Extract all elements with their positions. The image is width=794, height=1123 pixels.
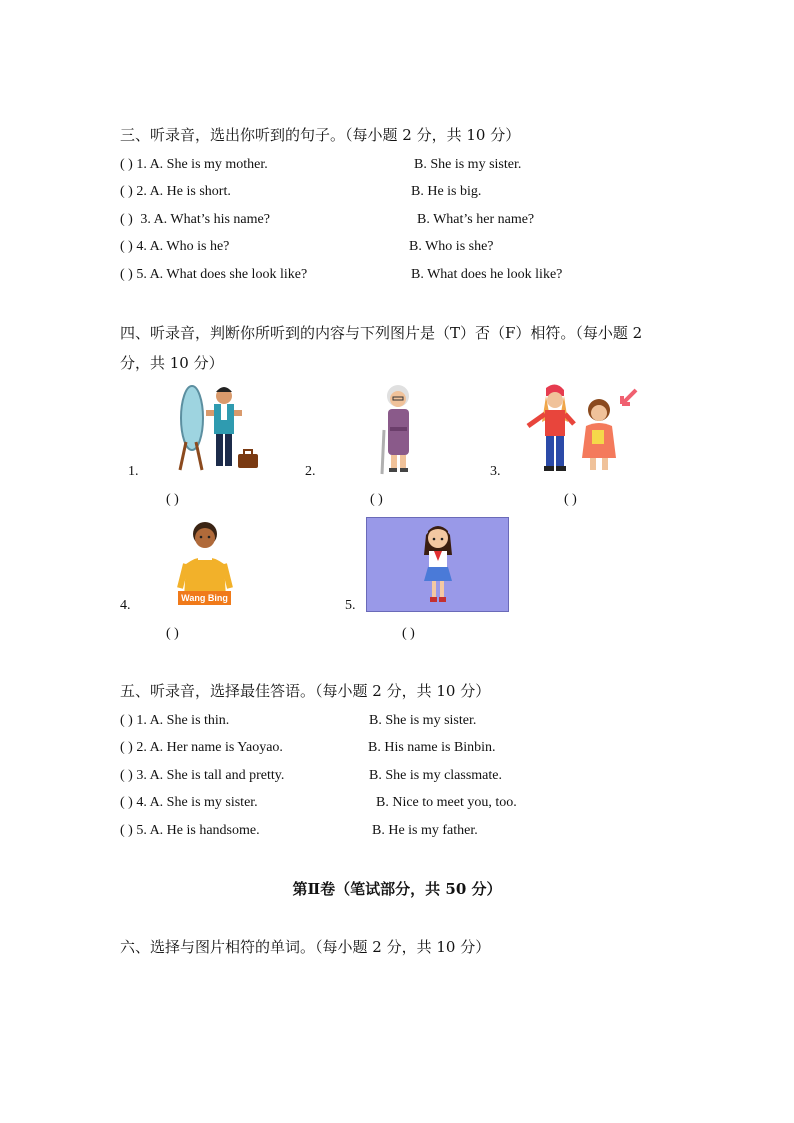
picture-5-answer[interactable]: ( ): [402, 626, 415, 641]
question-number: 4.: [136, 239, 147, 254]
option-a: A. She is my sister.: [149, 795, 258, 810]
option-a: A. Who is he?: [149, 239, 230, 254]
list-item: [120, 823, 260, 839]
list-item: [120, 795, 258, 811]
option-a: A. What’s his name?: [153, 212, 270, 227]
girl-blue-icon: [420, 521, 456, 607]
list-item: [120, 713, 229, 729]
list-item: [120, 157, 268, 173]
grandma-icon: [376, 382, 421, 477]
question-number: 3.: [136, 768, 147, 783]
option-b: B. Who is she?: [409, 239, 494, 254]
question-number: 3.: [140, 212, 151, 227]
answer-bracket[interactable]: ( ): [120, 157, 133, 172]
option-a: A. He is short.: [149, 184, 231, 199]
picture-4-answer[interactable]: ( ): [166, 626, 179, 641]
list-item: [120, 768, 284, 784]
option-a: A. She is thin.: [149, 713, 230, 728]
picture-3-answer[interactable]: ( ): [564, 492, 577, 507]
picture-3-number: 3.: [490, 464, 501, 479]
option-b: B. His name is Binbin.: [368, 740, 496, 755]
option-a: A. He is handsome.: [149, 823, 260, 838]
option-b: B. He is big.: [411, 184, 482, 199]
list-item: [120, 239, 229, 255]
picture-5-number: 5.: [345, 598, 356, 613]
answer-bracket[interactable]: ( ): [120, 184, 133, 199]
question-number: 5.: [136, 823, 147, 838]
option-a: A. She is tall and pretty.: [149, 768, 285, 783]
option-b: B. She is my classmate.: [369, 768, 502, 783]
option-b: B. What’s her name?: [417, 212, 535, 227]
two-girls-icon: [524, 382, 642, 477]
answer-bracket[interactable]: ( ): [120, 212, 133, 227]
answer-bracket[interactable]: ( ): [120, 740, 133, 755]
picture-1-number: 1.: [128, 464, 139, 479]
answer-bracket[interactable]: ( ): [120, 795, 133, 810]
option-b: B. He is my father.: [372, 823, 478, 838]
answer-bracket[interactable]: ( ): [120, 823, 133, 838]
list-item: [120, 184, 231, 200]
section4-heading-line1: 四、听录音，判断你所听到的内容与下列图片是（T）否（F）相符。（每小题 2: [120, 324, 643, 342]
question-number: 2.: [136, 740, 147, 755]
list-item: [120, 212, 270, 228]
option-a: A. Her name is Yaoyao.: [149, 740, 283, 755]
question-number: 2.: [136, 184, 147, 199]
question-number: 4.: [136, 795, 147, 810]
list-item: [120, 740, 283, 756]
name-sign: [178, 591, 231, 605]
option-a: A. She is my mother.: [149, 157, 268, 172]
question-number: 1.: [136, 713, 147, 728]
answer-bracket[interactable]: ( ): [120, 239, 133, 254]
option-b: B. Nice to meet you, too.: [376, 795, 517, 810]
option-b: B. She is my sister.: [414, 157, 522, 172]
picture-2-number: 2.: [305, 464, 316, 479]
list-item: [120, 267, 307, 283]
question-number: 1.: [136, 157, 147, 172]
picture-2-answer[interactable]: ( ): [370, 492, 383, 507]
answer-bracket[interactable]: ( ): [120, 713, 133, 728]
name-sign-text: Wang Bing: [181, 593, 228, 603]
part2-title: 第Ⅱ卷（笔试部分，共 50 分）: [292, 880, 502, 898]
section4-heading-line2: 分，共 10 分）: [120, 354, 224, 372]
answer-bracket[interactable]: ( ): [120, 768, 133, 783]
option-a: A. What does she look like?: [149, 267, 308, 282]
answer-bracket[interactable]: ( ): [120, 267, 133, 282]
question-number: 5.: [136, 267, 147, 282]
section3-heading: 三、听录音，选出你听到的句子。（每小题 2 分，共 10 分）: [120, 126, 521, 144]
section5-heading: 五、听录音，选择最佳答语。（每小题 2 分，共 10 分）: [120, 682, 491, 700]
option-b: B. What does he look like?: [411, 267, 563, 282]
picture-1-answer[interactable]: ( ): [166, 492, 179, 507]
section6-heading: 六、选择与图片相符的单词。（每小题 2 分，共 10 分）: [120, 938, 491, 956]
picture-4-number: 4.: [120, 598, 131, 613]
option-b: B. She is my sister.: [369, 713, 477, 728]
man-mirror-icon: [172, 382, 267, 474]
